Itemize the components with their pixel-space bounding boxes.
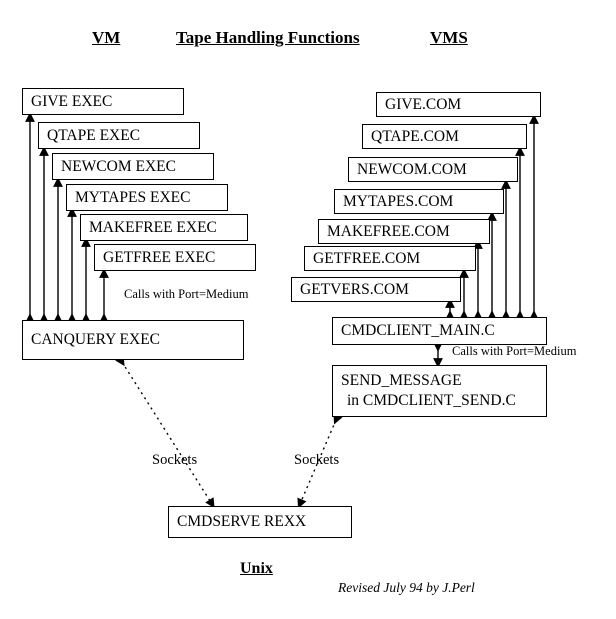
- box-makefree-exec[interactable]: MAKEFREE EXEC: [80, 214, 248, 241]
- box-getfree-exec[interactable]: GETFREE EXEC: [94, 244, 256, 271]
- box-newcom-exec[interactable]: NEWCOM EXEC: [52, 153, 214, 180]
- box-give-com[interactable]: GIVE.COM: [376, 92, 541, 117]
- box-mytapes-exec[interactable]: MYTAPES EXEC: [66, 184, 228, 211]
- box-give-exec[interactable]: GIVE EXEC: [22, 88, 184, 115]
- note-calls-port-medium-vm: Calls with Port=Medium: [124, 287, 249, 301]
- box-qtape-com[interactable]: QTAPE.COM: [362, 124, 527, 149]
- box-getvers-com[interactable]: GETVERS.COM: [291, 277, 461, 302]
- box-cmdserve-rexx[interactable]: CMDSERVE REXX: [168, 506, 352, 538]
- label-sockets-left: Sockets: [152, 452, 198, 468]
- footer-revision: Revised July 94 by J.Perl: [338, 580, 475, 595]
- box-getfree-com[interactable]: GETFREE.COM: [304, 246, 476, 271]
- box-send-message[interactable]: [332, 365, 547, 417]
- send-message-line2: in CMDCLIENT_SEND.C: [347, 392, 516, 409]
- header-title: Tape Handling Functions: [176, 28, 360, 47]
- label-sockets-right: Sockets: [294, 452, 340, 468]
- header-vms: VMS: [430, 28, 468, 47]
- box-cmdclient-main[interactable]: CMDCLIENT_MAIN.C: [332, 317, 547, 345]
- send-message-line1: SEND_MESSAGE: [341, 372, 462, 389]
- box-canquery-exec[interactable]: CANQUERY EXEC: [22, 320, 244, 360]
- header-vm: VM: [92, 28, 121, 47]
- box-makefree-com[interactable]: MAKEFREE.COM: [318, 219, 490, 244]
- box-qtape-exec[interactable]: QTAPE EXEC: [38, 122, 200, 149]
- note-calls-port-medium-vms: Calls with Port=Medium: [452, 344, 577, 358]
- box-mytapes-com[interactable]: MYTAPES.COM: [334, 189, 504, 214]
- box-newcom-com[interactable]: NEWCOM.COM: [348, 157, 518, 182]
- label-unix: Unix: [240, 560, 273, 577]
